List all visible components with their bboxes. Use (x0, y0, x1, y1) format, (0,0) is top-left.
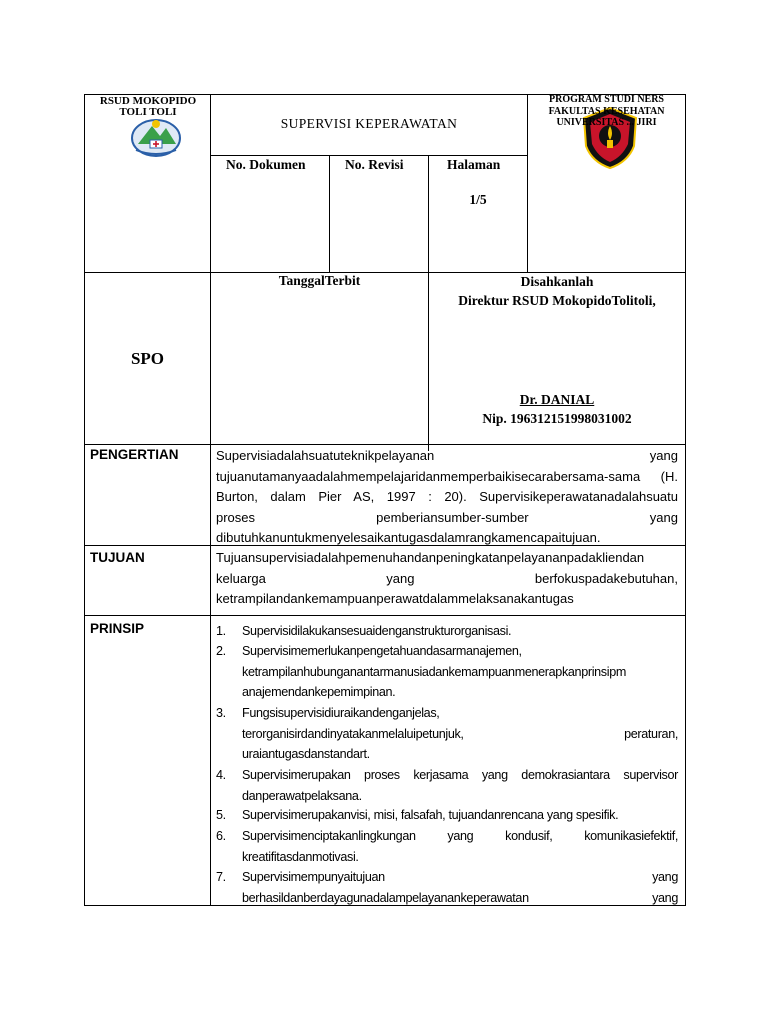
program-name-block (528, 94, 685, 129)
pengertian-text (216, 446, 678, 549)
program-name-line-3: UNIVERSITAS ... JIRI (556, 117, 657, 128)
prinsip-item-line: ketrampilanhubunganantarmanusiadankemampuanmenerapkanprinsipm (242, 664, 626, 679)
prinsip-item-6 (216, 826, 678, 867)
disahkan-label: Disahkanlah (520, 274, 594, 289)
program-name-line-1: PROGRAM STUDI NERS (548, 94, 664, 105)
signature-block (429, 390, 685, 428)
prinsip-item-line: anajemendankepemimpinan. (242, 685, 396, 699)
prinsip-item-number: 1. (216, 624, 226, 638)
prinsip-item-line: Supervisimenciptakanlingkungan yang kondusif, komunikasiefektif, (242, 829, 678, 843)
prinsip-item-3 (216, 703, 678, 765)
tujuan-label: TUJUAN (90, 550, 145, 565)
signer-name: Dr. DANIAL (519, 392, 595, 407)
prinsip-item-5 (216, 805, 678, 826)
no-dokumen-label: No. Dokumen (226, 157, 306, 172)
tujuan-text (216, 548, 678, 610)
prinsip-item-number: 5. (216, 808, 226, 822)
prinsip-item-line: terorganisirdandinyatakanmelaluipetunjuk, peraturan, (242, 726, 678, 741)
pengertian-line: tujuanutamanyaadalahmempelajaridanmemperbaikisecarabersama-sama (H. (216, 468, 678, 484)
prinsip-item-line: Supervisimempunyaitujuan yang (242, 870, 678, 884)
prinsip-item-line: kreatifitasdanmotivasi. (242, 849, 359, 864)
pengertian-label: PENGERTIAN (90, 447, 179, 462)
prinsip-item-4 (216, 765, 678, 806)
prinsip-item-number: 2. (216, 644, 226, 658)
tujuan-line: Tujuansupervisiadalahpemenuhandanpeningkatanpelayananpadakliendan (216, 550, 645, 565)
doc-col-divider-1 (329, 155, 330, 272)
hospital-logo (130, 114, 182, 158)
tanggal-terbit-label: TanggalTerbit (278, 273, 361, 288)
prinsip-item-line: Supervisimemerlukanpengetahuandasarmanajemen, (242, 644, 522, 658)
tujuan-line: ketrampilandankemampuanperawatdalammelaksanakantugas (216, 591, 574, 606)
title-row-divider (210, 155, 528, 156)
prinsip-item-text (242, 641, 678, 703)
table-border-bottom (84, 905, 686, 906)
hospital-name: RSUD MOKOPIDO TOLI TOLI (99, 95, 197, 118)
pengertian-line: Supervisiadalahsuatuteknikpelayanan yang (216, 448, 678, 463)
prinsip-item-line: berhasildanberdayagunadalampelayanankeperawatan yang (242, 890, 678, 905)
prinsip-item-text (242, 826, 678, 867)
pengertian-line: Burton, dalam Pier AS, 1997 : 20). Supervisikeperawatanadalahsuatu (216, 489, 678, 504)
label-column-divider (210, 94, 211, 906)
director-title: Direktur RSUD MokopidoTolitoli, (458, 292, 656, 308)
pengertian-line: dibutuhkanuntukmenyelesaikantugasdalamrangkamencapaitujuan. (216, 530, 601, 545)
prinsip-item-number: 7. (216, 870, 226, 884)
program-name-line-2: FAKULTAS KESEHATAN (548, 105, 665, 117)
signer-nip: Nip. 196312151998031002 (482, 411, 632, 426)
tujuan-divider (84, 615, 686, 616)
halaman-label: Halaman (447, 157, 501, 172)
prinsip-item-7 (216, 867, 678, 905)
prinsip-item-text (242, 765, 678, 806)
prinsip-item-line: danperawatpelaksana. (242, 788, 362, 803)
prinsip-item-line: uraiantugasdanstandart. (242, 747, 370, 761)
prinsip-item-text (242, 867, 678, 905)
halaman-value: 1/5 (469, 192, 487, 207)
prinsip-item-line: Fungsisupervisidiuraikandenganjelas, (242, 706, 440, 720)
hospital-logo-icon (130, 114, 182, 158)
prinsip-item-2 (216, 641, 678, 703)
table-border-right (685, 94, 686, 906)
prinsip-item-text: Supervisidilakukansesuaidenganstrukturorganisasi. (242, 624, 512, 638)
prinsip-item-number: 4. (216, 768, 226, 782)
document-title: SUPERVISI KEPERAWATAN (280, 116, 458, 131)
approval-block (429, 273, 685, 310)
no-revisi-label: No. Revisi (345, 157, 404, 172)
table-border-left (84, 94, 85, 906)
prinsip-item-number: 6. (216, 829, 226, 843)
prinsip-item-number: 3. (216, 706, 226, 720)
pengertian-line: proses pemberiansumber-sumber yang (216, 509, 678, 525)
spo-label: SPO (130, 349, 165, 368)
prinsip-item-1 (216, 621, 678, 642)
prinsip-item-text (242, 703, 678, 765)
tujuan-line: keluarga yang berfokuspadakebutuhan, (216, 570, 678, 586)
prinsip-label: PRINSIP (90, 621, 145, 636)
spo-block-divider (84, 444, 686, 445)
prinsip-item-text: Supervisimerupakanvisi, misi, falsafah, tujuandanrencana yang spesifik. (242, 808, 619, 822)
prinsip-item-line: Supervisimerupakan proses kerjasama yang demokrasiantara supervisor (242, 768, 678, 782)
